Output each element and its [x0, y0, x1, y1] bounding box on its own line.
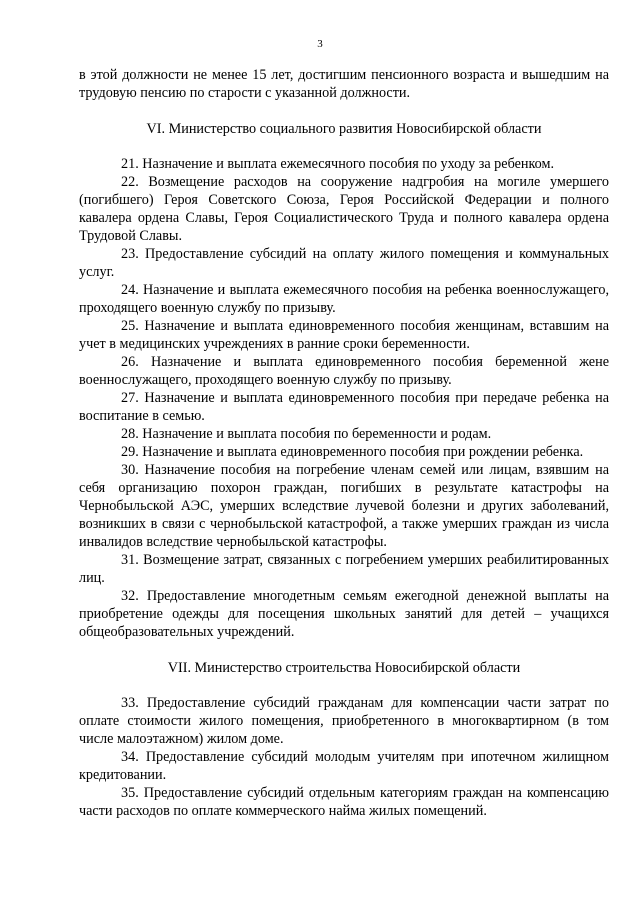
list-item: 33. Предоставление субсидий гражданам для компенсации части затрат по оплате стоимости жилого помещения, приобретенного в многоквартирном (в том числе малоэтажном) жилом доме. — [79, 695, 609, 747]
list-item: 27. Назначение и выплата единовременного пособия при передаче ребенка на воспитание в семью. — [79, 390, 609, 424]
list-item: 34. Предоставление субсидий молодым учителям при ипотечном жилищном кредитовании. — [79, 749, 609, 783]
document-body — [79, 66, 609, 820]
page-number: 3 — [317, 38, 323, 50]
list-item: 25. Назначение и выплата единовременного пособия женщинам, вставшим на учет в медицинских учреждениях в ранние сроки беременности. — [79, 318, 609, 352]
list-item: 32. Предоставление многодетным семьям ежегодной денежной выплаты на приобретение одежды для посещения школьных занятий для детей – учащихся общеобразовательных учреждений. — [79, 588, 609, 640]
list-item: 28. Назначение и выплата пособия по беременности и родам. — [121, 426, 492, 442]
list-item: 35. Предоставление субсидий отдельным категориям граждан на компенсацию части расходов по оплате коммерческого найма жилых помещений. — [79, 785, 609, 819]
list-item: 24. Назначение и выплата ежемесячного пособия на ребенка военнослужащего, проходящего военную службу по призыву. — [79, 282, 609, 316]
section-vii-list — [79, 694, 609, 820]
list-item: 31. Возмещение затрат, связанных с погребением умерших реабилитированных лиц. — [79, 552, 609, 586]
list-item: 26. Назначение и выплата единовременного пособия беременной жене военнослужащего, проходящего военную службу по призыву. — [79, 354, 609, 388]
section-vi-list — [79, 155, 609, 641]
list-item: 22. Возмещение расходов на сооружение надгробия на могиле умершего (погибшего) Героя Советского Союза, Героя Российской Федерации и полного кавалера ордена Славы, Героя Социалистического Труда и полного кавалера ордена Трудовой Славы. — [79, 174, 609, 244]
list-item: 29. Назначение и выплата единовременного пособия при рождении ребенка. — [121, 444, 584, 460]
list-item: 30. Назначение пособия на погребение членам семей или лицам, взявшим на себя организацию похорон граждан, погибших в результате катастрофы на Чернобыльской АЭС, умерших вследствие лучевой болезни и других заболеваний, возникших в связи с чернобыльской катастрофой, а также умерших граждан из числа инвалидов вследствие чернобыльской катастрофы. — [79, 462, 609, 550]
section-heading-vii: VII. Министерство строительства Новосибирской области — [167, 660, 521, 676]
section-heading-vi: VI. Министерство социального развития Новосибирской области — [146, 121, 542, 137]
list-item: 23. Предоставление субсидий на оплату жилого помещения и коммунальных услуг. — [79, 246, 609, 280]
list-item: 21. Назначение и выплата ежемесячного пособия по уходу за ребенком. — [121, 156, 555, 172]
intro-paragraph: в этой должности не менее 15 лет, достигшим пенсионного возраста и вышедшим на трудовую пенсию по старости с указанной должности. — [79, 67, 609, 101]
